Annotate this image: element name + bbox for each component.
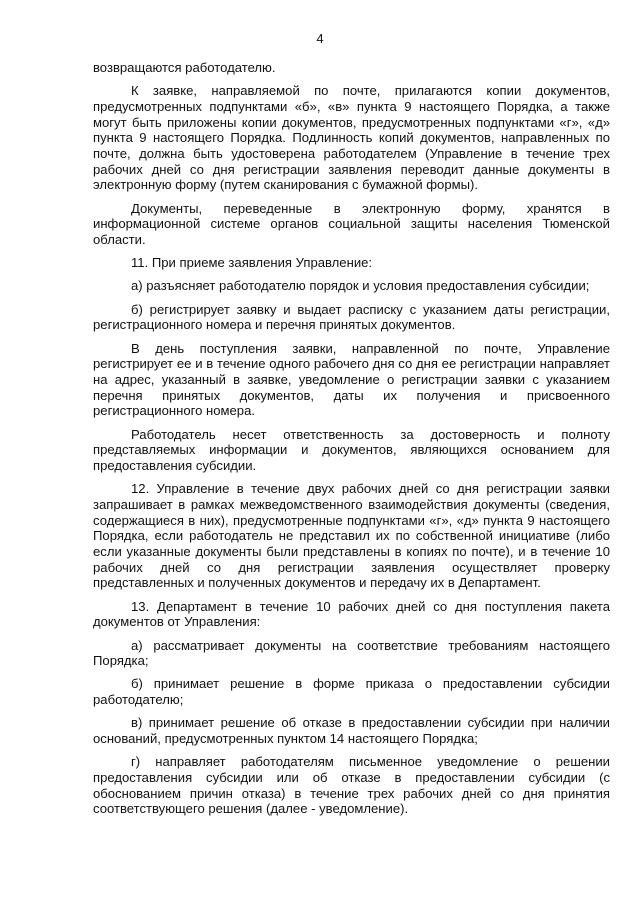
paragraph-item-13: 13. Департамент в течение 10 рабочих дней со дня поступления пакета документов от Управления: bbox=[93, 598, 610, 630]
paragraph-item-13g: г) направляет работодателям письменное уведомление о решении предоставления субсидии или об отказе в предоставлении субсидии (с обоснованием причин отказа) в течение трех рабочих дней со дня принятия соответствующего решения (далее - уведомление). bbox=[93, 754, 610, 817]
paragraph-item-13a: а) рассматривает документы на соответствие требованиям настоящего Порядка; bbox=[93, 637, 610, 669]
paragraph-item-12: 12. Управление в течение двух рабочих дней со дня регистрации заявки запрашивает в рамках межведомственного взаимодействия документы (сведения, содержащиеся в них), предусмотренные подпунктами «г», «д» пункта 9 настоящего Порядка, если работодатель не представил их по собственной инициативе (либо если указанные документы были представлены в копиях по почте), и в течение 10 рабочих дней со дня регистрации заявления осуществляет проверку представленных и полученных документов и передачу их в Департамент. bbox=[93, 481, 610, 591]
document-body bbox=[93, 60, 610, 817]
paragraph-mail-attachments: К заявке, направляемой по почте, прилагаются копии документов, предусмотренных подпунктами «б», «в» пункта 9 настоящего Порядка, а также могут быть приложены копии документов, предусмотренных подпунктами «г», «д» пункта 9 настоящего Порядка. Подлинность копий документов, направленных по почте, должна быть удостоверена работодателем (Управление в течение трех рабочих дней со дня регистрации заявления переводит данные документы в электронную форму (путем сканирования с бумажной формы). bbox=[93, 83, 610, 193]
paragraph-item-13v: в) принимает решение об отказе в предоставлении субсидии при наличии оснований, предусмотренных пунктом 14 настоящего Порядка; bbox=[93, 715, 610, 747]
paragraph-electronic-storage: Документы, переведенные в электронную форму, хранятся в информационной системе органов социальной защиты населения Тюменской области. bbox=[93, 200, 610, 248]
paragraph-employer-responsibility: Работодатель несет ответственность за достоверность и полноту представляемых информации и документов, являющихся основанием для предоставления субсидии. bbox=[93, 426, 610, 473]
paragraph-item-11a: а) разъясняет работодателю порядок и условия предоставления субсидии; bbox=[131, 278, 590, 294]
paragraph-item-11b: б) регистрирует заявку и выдает расписку с указанием даты регистрации, регистрационного номера и перечня принятых документов. bbox=[93, 301, 610, 333]
paragraph-item-11: 11. При приеме заявления Управление: bbox=[131, 255, 373, 271]
page-number: 4 bbox=[316, 31, 324, 46]
paragraph-continuation: возвращаются работодателю. bbox=[93, 60, 276, 75]
paragraph-item-13b: б) принимает решение в форме приказа о предоставлении субсидии работодателю; bbox=[93, 676, 610, 708]
paragraph-mail-registration: В день поступления заявки, направленной по почте, Управление регистрирует ее и в течение одного рабочего дня со дня ее регистрации направляет на адрес, указанный в заявке, уведомление о регистрации заявки с указанием перечня принятых документов, даты их получения и присвоенного регистрационного номера. bbox=[93, 340, 610, 419]
